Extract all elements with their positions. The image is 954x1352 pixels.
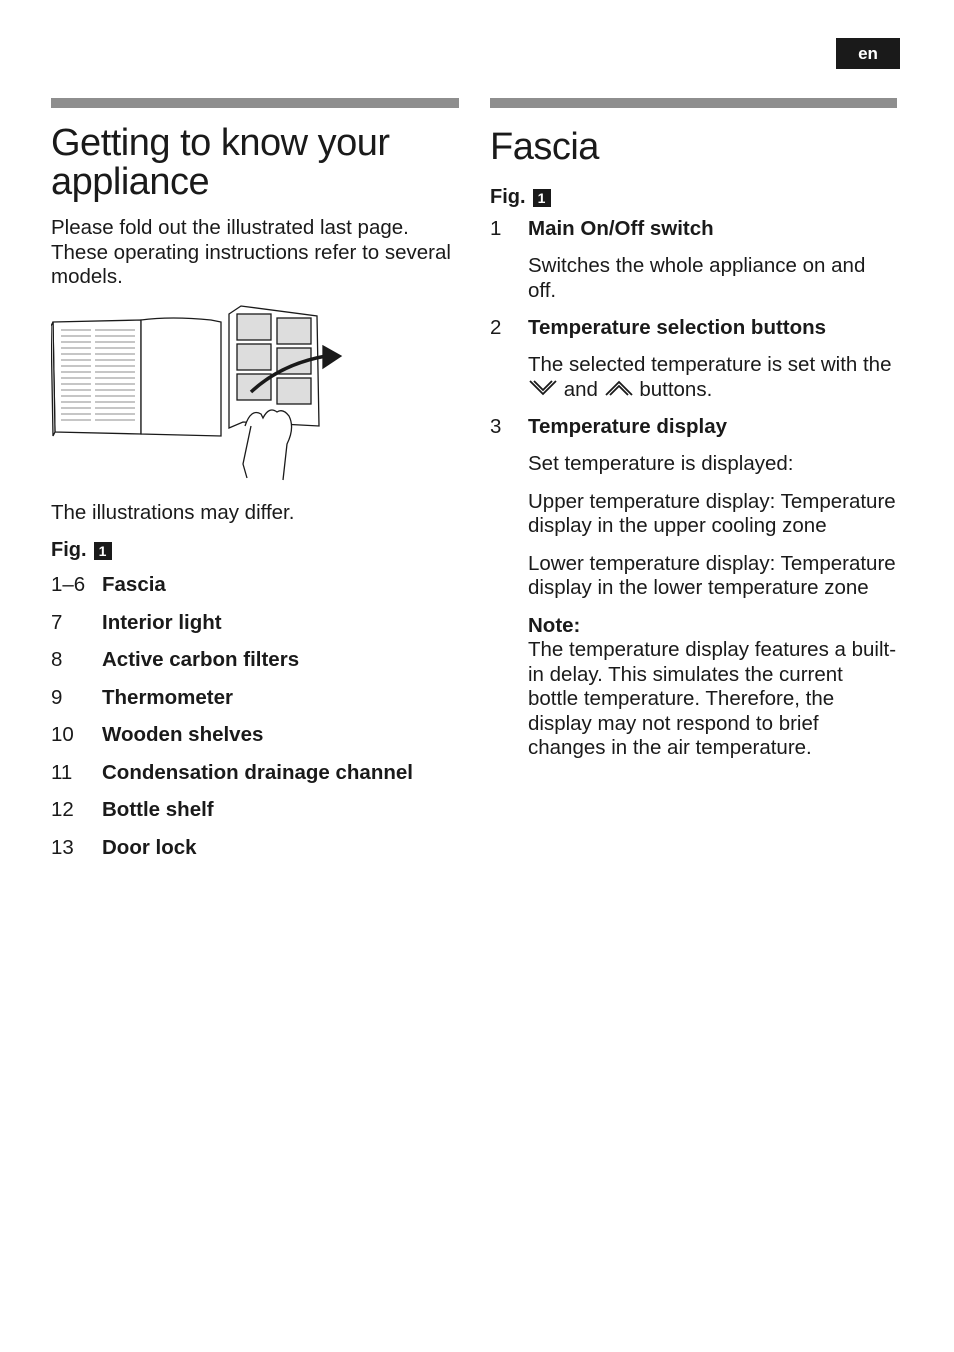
list-item	[51, 611, 459, 649]
list-item	[51, 723, 459, 761]
item-label: Bottle shelf	[102, 798, 214, 821]
component-list	[51, 573, 459, 873]
list-item	[51, 648, 459, 686]
item-label: Active carbon filters	[102, 648, 300, 671]
figure-label: Fig.	[490, 186, 526, 208]
fold-out-illustration	[51, 304, 459, 489]
temperature-down-icon	[528, 378, 558, 398]
figure-number: 1	[94, 542, 112, 560]
figure-number: 1	[533, 189, 551, 207]
item-label: Condensation drainage channel	[102, 760, 413, 784]
intro-text: Please fold out the illustrated last page. These operating instructions refer to several models.	[51, 216, 451, 288]
item-label: Door lock	[102, 835, 197, 859]
temperature-up-icon	[604, 378, 634, 398]
item-number: 3	[490, 415, 502, 438]
lower-display-description: Lower temperature display: Temperature display in the lower temperature zone	[528, 551, 896, 599]
item-number: 1–6	[51, 573, 86, 596]
list-item	[51, 761, 459, 799]
list-item	[51, 686, 459, 724]
item-label: Fascia	[102, 573, 166, 596]
note-text: The temperature display features a built-in delay. This simulates the current bottle temperature. Therefore, the display may not respond to brief changes in the air temperature.	[528, 638, 897, 759]
item-number: 7	[51, 610, 63, 634]
fascia-item-heading	[490, 316, 897, 340]
note-label: Note:	[528, 613, 581, 637]
list-item	[51, 798, 459, 836]
fascia-item-heading	[490, 217, 897, 241]
item-number: 8	[51, 648, 63, 671]
description-text: buttons.	[639, 377, 713, 401]
upper-display-description: Upper temperature display: Temperature display in the upper cooling zone	[528, 489, 896, 537]
item-number: 12	[51, 798, 74, 821]
section-title: Fascia	[490, 126, 599, 168]
section-title: Getting to know your appliance	[51, 122, 390, 203]
figure-label: Fig.	[51, 539, 87, 561]
item-label: Temperature selection buttons	[528, 316, 827, 339]
item-description	[528, 353, 897, 402]
list-item	[51, 573, 459, 611]
item-description: Set temperature is displayed:	[528, 452, 794, 475]
item-number: 1	[490, 217, 502, 240]
item-label: Temperature display	[528, 415, 727, 438]
fascia-item-heading	[490, 415, 897, 439]
section-getting-to-know	[51, 98, 459, 873]
item-label: Main On/Off switch	[528, 217, 714, 240]
description-text: and	[563, 377, 598, 401]
item-number: 2	[490, 316, 502, 339]
item-number: 11	[51, 760, 73, 784]
item-number: 13	[51, 835, 74, 859]
list-item	[51, 836, 459, 874]
description-text: The selected temperature is set with the	[528, 353, 892, 376]
note-block	[528, 614, 897, 761]
figure-reference	[490, 186, 897, 209]
item-label: Interior light	[102, 610, 222, 634]
fold-out-page-image	[51, 304, 351, 489]
item-label: Thermometer	[102, 685, 234, 709]
item-label: Wooden shelves	[102, 723, 264, 746]
language-tab: en	[836, 38, 900, 69]
item-number: 10	[51, 723, 74, 746]
section-rule	[490, 98, 897, 108]
figure-reference	[51, 539, 459, 562]
item-description: Switches the whole appliance on and off.	[528, 254, 866, 302]
item-number: 9	[51, 685, 63, 709]
section-rule	[51, 98, 459, 108]
illustrations-note: The illustrations may differ.	[51, 500, 295, 524]
section-fascia	[490, 98, 897, 761]
